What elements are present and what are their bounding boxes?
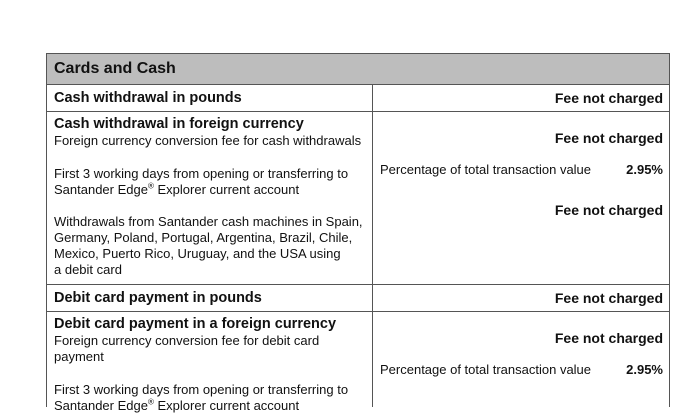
percentage-line bbox=[380, 162, 663, 178]
fees-table bbox=[46, 53, 670, 413]
first-days-text: First 3 working days from opening or transferring to Santander Edge® Explorer current account bbox=[54, 166, 349, 197]
fee-value: Fee not charged bbox=[554, 330, 663, 346]
cash-machines-text: Withdrawals from Santander cash machines in Spain, Germany, Poland, Portugal, Argentina, Brazil, Chile, Mexico, Puerto Rico, Uruguay, and the USA using a debit card bbox=[54, 214, 363, 277]
table-row-cash-foreign bbox=[47, 112, 669, 285]
fee-value: Fee not charged bbox=[554, 130, 663, 146]
percentage-label: Percentage of total transaction value bbox=[380, 362, 592, 377]
fee-value: Fee not charged bbox=[554, 90, 663, 106]
row-sublabel: Foreign currency conversion fee for debit card payment bbox=[54, 333, 320, 364]
table-row-debit-foreign bbox=[47, 312, 669, 413]
first-days-text: First 3 working days from opening or transferring to Santander Edge® Explorer current account bbox=[54, 382, 349, 413]
fee-value: Fee not charged bbox=[554, 290, 663, 306]
row-sublabel: Foreign currency conversion fee for cash withdrawals bbox=[54, 133, 362, 148]
percentage-value: 2.95% bbox=[626, 362, 663, 377]
percentage-value: 2.95% bbox=[626, 162, 663, 177]
row-label: Debit card payment in pounds bbox=[54, 290, 262, 306]
percentage-label: Percentage of total transaction value bbox=[380, 162, 592, 177]
table-row-cash-pounds bbox=[47, 85, 669, 112]
table-row-debit-pounds bbox=[47, 285, 669, 312]
fee-value: Fee not charged bbox=[554, 202, 663, 218]
percentage-line bbox=[380, 362, 663, 378]
row-label: Cash withdrawal in foreign currency bbox=[54, 116, 304, 132]
row-label: Cash withdrawal in pounds bbox=[54, 90, 242, 106]
row-label: Debit card payment in a foreign currency bbox=[54, 316, 337, 332]
section-title: Cards and Cash bbox=[47, 54, 669, 85]
